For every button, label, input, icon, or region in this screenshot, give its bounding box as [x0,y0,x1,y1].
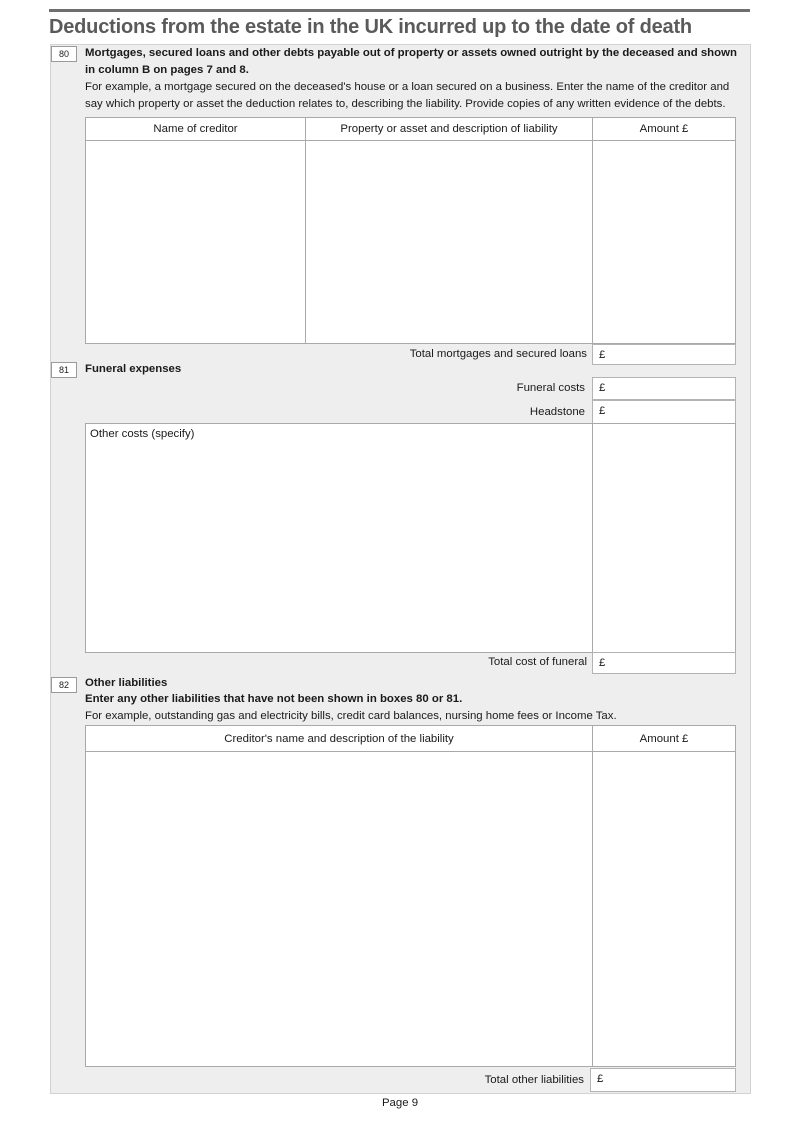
header-name-of-creditor: Name of creditor [86,118,305,141]
other-costs-description[interactable] [86,424,592,652]
total-mortgages-label: Total mortgages and secured loans [409,348,587,360]
column-divider [592,726,593,1066]
amount-column[interactable] [593,118,735,343]
top-rule [49,9,750,12]
box-81-heading: Funeral expenses [85,363,182,375]
box-82-heading: Other liabilities [85,677,168,689]
liability-description-column[interactable] [306,118,592,343]
box-80-table [85,117,736,344]
box-82-subheading: Enter any other liabilities that have not been shown in boxes 80 or 81. [85,693,463,705]
column-divider [592,424,593,652]
funeral-costs-label: Funeral costs [516,382,585,394]
total-other-liabilities-label: Total other liabilities [484,1074,584,1086]
total-mortgages-field[interactable]: £ [592,344,736,365]
header-property-description: Property or asset and description of liability [306,118,592,141]
total-funeral-field[interactable]: £ [592,652,736,674]
column-divider [305,118,306,343]
total-other-liabilities-field[interactable]: £ [590,1068,736,1092]
box-80-heading-cont: in column B on pages 7 and 8. [85,64,249,76]
other-liabilities-table [85,725,736,1067]
headstone-field[interactable]: £ [592,400,736,424]
funeral-costs-field[interactable]: £ [592,377,736,400]
column-divider [592,118,593,343]
box-80-heading: Mortgages, secured loans and other debts payable out of property or assets owned outright by the deceased and shown [85,47,737,59]
box-81-number: 81 [51,362,77,378]
box-80-help-cont: say which property or asset the deduction relates to, describing the liability. Provide copies of any written evidence of the debts. [85,98,726,110]
other-costs-table [85,423,736,653]
box-82-help: For example, outstanding gas and electricity bills, credit card balances, nursing home fees or Income Tax. [85,710,617,722]
page-number: Page 9 [381,1097,419,1109]
box-82-number: 82 [51,677,77,693]
headstone-label: Headstone [529,406,585,418]
liability-amount-column[interactable] [593,726,735,1066]
header-amount: Amount £ [593,726,735,752]
box-80-number: 80 [51,46,77,62]
other-costs-amount[interactable] [593,424,735,652]
box-80-help: For example, a mortgage secured on the deceased's house or a loan secured on a business. Enter the name of the creditor and [85,81,730,93]
creditor-name-column[interactable] [86,118,305,343]
header-creditor-description: Creditor's name and description of the liability [86,726,592,752]
header-amount: Amount £ [593,118,735,141]
page-title: Deductions from the estate in the UK incurred up to the date of death [49,16,692,38]
other-costs-label: Other costs (specify) [90,428,195,440]
total-funeral-label: Total cost of funeral [488,656,587,668]
liability-description-column[interactable] [86,726,592,1066]
